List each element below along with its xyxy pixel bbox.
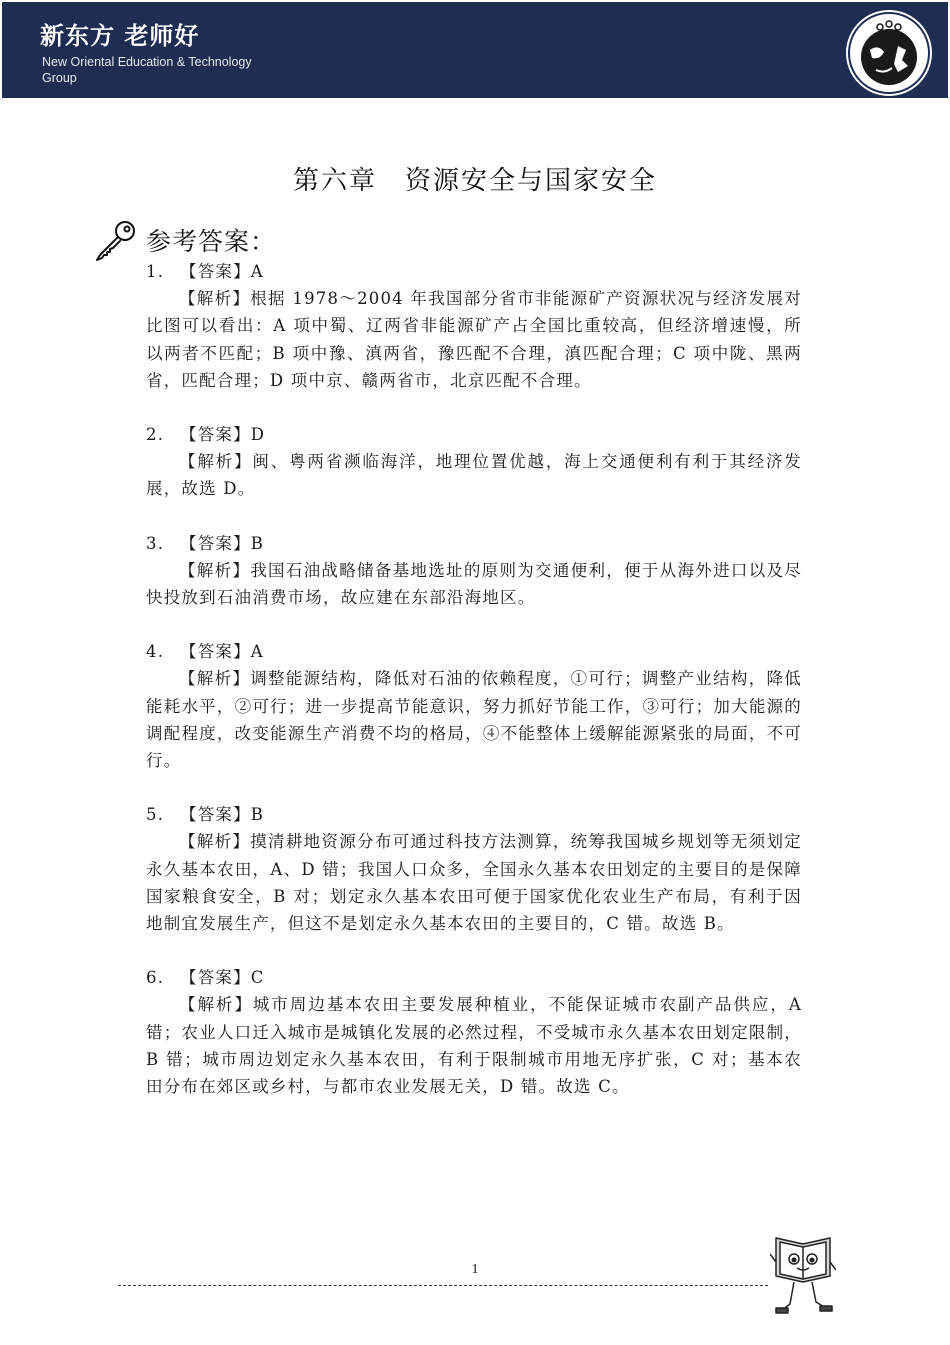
answer-label: 【答案】A xyxy=(180,642,264,662)
book-mascot-icon xyxy=(770,1232,836,1318)
explanation-text: 【解析】摸清耕地资源分布可通过科技方法测算，统筹我国城乡规划等无须划定永久基本农田，A、D 错；我国人口众多，全国永久基本农田划定的主要目的是保障国家粮食安全，B 对；划定永久基本农田可便于国家优化农业生产布局，有利于因地制宜发展生产，但这不是划定永久基本农田的主要目的，C 错。故选 B。 xyxy=(146,832,802,934)
explanation-text: 【解析】根据 1978～2004 年我国部分省市非能源矿产资源状况与经济发展对比图可以看出：A 项中蜀、辽两省非能源矿产占全国比重较高，但经济增速慢，所以两者不匹配；B 项中豫、滇两省，豫匹配不合理，滇匹配合理；C 项中陇、黑两省，匹配合理；D 项中京、赣两省市，北京匹配不合理。 xyxy=(146,289,802,390)
answer-label: 【答案】C xyxy=(180,968,265,988)
section-title: 参考答案： xyxy=(146,227,277,256)
explanation-text: 【解析】我国石油战略储备基地选址的原则为交通便利，便于从海外进口以及尽快投放到石油消费市场，故应建在东部沿海地区。 xyxy=(146,560,802,608)
answer-item xyxy=(146,421,802,503)
question-number: 4. xyxy=(146,642,165,662)
answer-label: 【答案】B xyxy=(180,533,265,553)
explanation-text: 【解析】闽、粤两省濒临海洋，地理位置优越，海上交通便利有利于其经济发展，故选 D。 xyxy=(146,452,802,499)
question-number: 6. xyxy=(146,968,165,988)
key-icon xyxy=(92,218,138,264)
chapter-title: 第六章 资源安全与国家安全 xyxy=(292,166,657,196)
explanation-text: 【解析】城市周边基本农田主要发展种植业，不能保证城市农副产品供应，A 错；农业人口迁入城市是城镇化发展的必然过程，不受城市永久基本农田划定限制，B 错；城市周边划定永久基本农田，有利于限制城市用地无序扩张，C 对；基本农田分布在郊区或乡村，与都市农业发展无关，D 错。故选 C。 xyxy=(146,995,802,1097)
question-number: 2. xyxy=(146,425,165,445)
answer-item xyxy=(146,964,802,1100)
answer-label: 【答案】A xyxy=(180,262,264,281)
new-oriental-logo-icon xyxy=(846,10,932,96)
question-number: 5. xyxy=(146,805,165,825)
footer-divider xyxy=(118,1285,768,1286)
answer-item xyxy=(146,258,802,394)
answer-label: 【答案】D xyxy=(180,425,266,445)
answer-item xyxy=(146,530,802,612)
answer-label: 【答案】B xyxy=(180,805,265,825)
brand-name: 新东方 老师好 xyxy=(40,22,200,50)
header-banner xyxy=(2,2,948,98)
answers-list xyxy=(146,258,802,1127)
question-number: 3. xyxy=(146,533,165,553)
question-number: 1. xyxy=(146,262,165,281)
explanation-text: 【解析】调整能源结构，降低对石油的依赖程度，①可行；调整产业结构，降低能耗水平，②可行；进一步提高节能意识，努力抓好节能工作，③可行；加大能源的调配程度，改变能源生产消费不均的格局，④不能整体上缓解能源紧张的局面，不可行。 xyxy=(146,669,802,771)
page-number: 1 xyxy=(471,1262,479,1277)
brand-english-name: New Oriental Education & Technology Group xyxy=(42,55,252,85)
answer-item xyxy=(146,638,802,774)
answer-item xyxy=(146,801,802,937)
